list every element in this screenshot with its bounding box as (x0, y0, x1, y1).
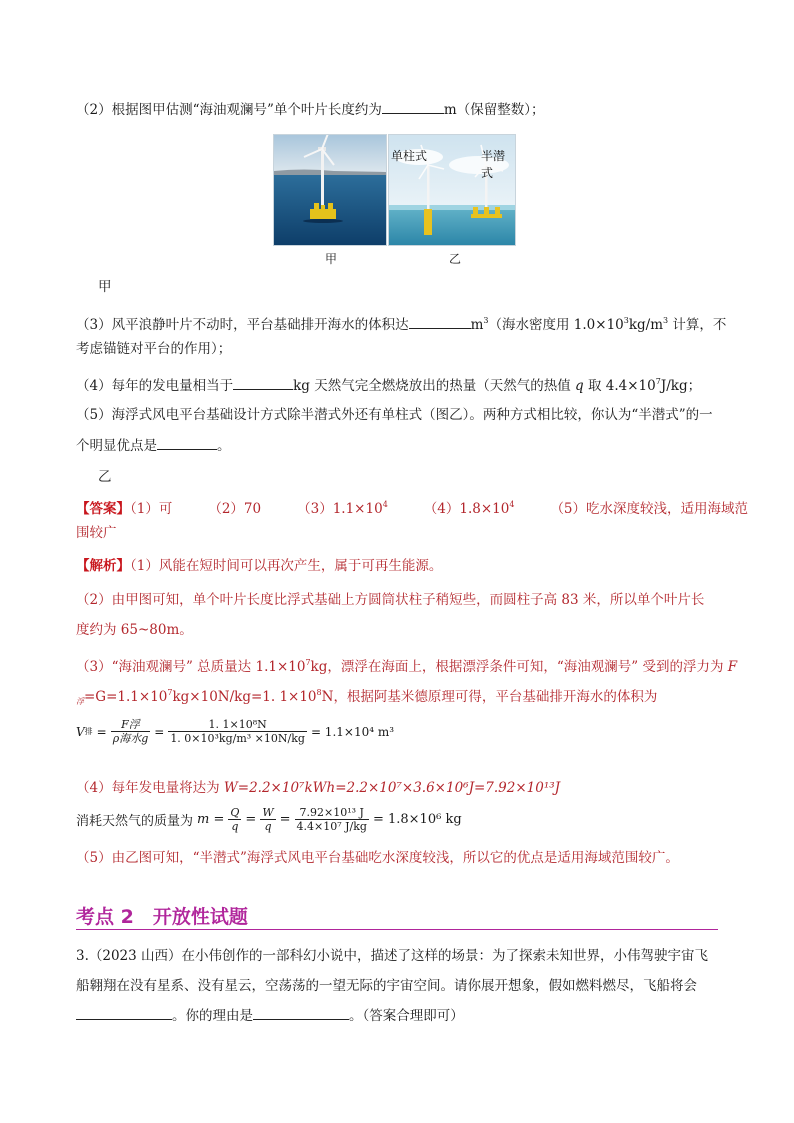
figure-caption-jia: 甲 (325, 252, 338, 266)
stray-label-yi: 乙 (98, 469, 112, 485)
analysis-line-2: （2）由甲图可知，单个叶片长度比浮式基础上方圆筒状柱子稍短些，而圆柱子高 83 米，所以单个叶片长 (76, 592, 705, 608)
analysis-line-5: $_浮=G=1.1\times 10^7kg\times 10N/kg=1$. $1\times 10^8N$，根据阿基米德原理可得，平台基础排开海水的体积为 (76, 688, 658, 706)
section-title: 考点 2 开放性试题 (76, 906, 248, 928)
question-3-cont: 考虑锚链对平台的作用）； (76, 341, 232, 357)
stray-label-jia: 甲 (98, 279, 112, 295)
answer-blank[interactable] (157, 434, 217, 450)
open-question-line-1: 3.（2023 山西）在小伟创作的一部科幻小说中，描述了这样的场景：为了探索未知世界，小伟驾驶宇宙飞 (76, 948, 709, 964)
analysis-line-6: （4）每年发电量将达为 W=2.2×10⁷kWh=2.2×10⁷×3.6×10⁶J=7.92×10¹³J (76, 780, 561, 796)
formula-volume: V 排 = $\frac{\text{F浮}}{\text{ρ海水g}}$ = $\frac{\text{1. 1×10⁸N}}{\text{1. 0×10³kg/m³ ×10N/kg}}$ = 1.1×10⁴ m³ (76, 718, 395, 745)
analysis-line-7: （5）由乙图可知，“半潜式”海浮式风电平台基础吃水深度较浅，所以它的优点是适用海域范围较广。 (76, 850, 679, 866)
answer-line: 【答案】（1）可 （2）70 $(3)1.1\times 10^4$ $(4)1.8\times 10^4$ （5）吃水深度较浅，适用海域范 (76, 500, 749, 517)
figure-caption-yi: 乙 (449, 252, 462, 266)
answer-blank[interactable] (382, 98, 444, 114)
figure-label-single-column: 单柱式 (391, 149, 428, 163)
answer-blank[interactable] (233, 374, 293, 390)
analysis-line-1: 【解析】（1）风能在短时间可以再次产生，属于可再生能源。 (76, 558, 443, 574)
figure-jia-photo (273, 134, 387, 246)
analysis-line-4: （3）“海油观澜号” 总质量达 $1.1\times 10^7kg$，漂浮在海面上，根据漂浮条件可知，“海油观澜号” 受到的浮力为 F (76, 658, 738, 675)
figure-yi-illustration (388, 134, 516, 246)
answer-blank[interactable] (253, 1004, 349, 1020)
formula-mass: 消耗天然气的质量为 m = $\frac{Q}{q}$ = $\frac{W}{q}$ = $\frac{\text{7.92×10¹³ J}}{\text{4.4×10⁷ J/kg}}$ = 1.8×10⁶ kg (76, 806, 462, 833)
open-question-line-2: 船翱翔在没有星系、没有星云，空荡荡的一望无际的宇宙空间。请你展开想象，假如燃料燃尽，飞船将会 (76, 978, 697, 994)
answer-line-cont: 围较广 (76, 525, 117, 541)
answer-blank[interactable] (76, 1004, 172, 1020)
question-4: （4）每年的发电量相当于 kg 天然气完全燃烧放出的热量（天然气的热值 q 取 $4.4\times 10^7J/kg$； (76, 371, 718, 397)
question-3: （3）风平浪静叶片不动时，平台基础排开海水的体积达 $m^3$（海水密度用 $1.0\times 10^3kg/m^3$ 计算，不 (76, 310, 718, 336)
question-5: （5）海浮式风电平台基础设计方式除半潜式外还有单柱式（图乙）。两种方式相比较，你认为“半潜式”的一 (76, 407, 713, 423)
question-2: （2）根据图甲估测“海油观澜号”单个叶片长度约为 m（保留整数）； (76, 98, 718, 121)
figure-label-semi-submersible: 半潜式 (481, 149, 506, 180)
open-question-line-3: 。你的理由是 。（答案合理即可） (76, 1004, 718, 1027)
question-5-cont: 个明显优点是 。 (76, 434, 718, 457)
answer-blank[interactable] (409, 313, 471, 329)
analysis-line-3: 度约为 65~80m。 (76, 622, 193, 638)
section-rule (76, 929, 718, 930)
